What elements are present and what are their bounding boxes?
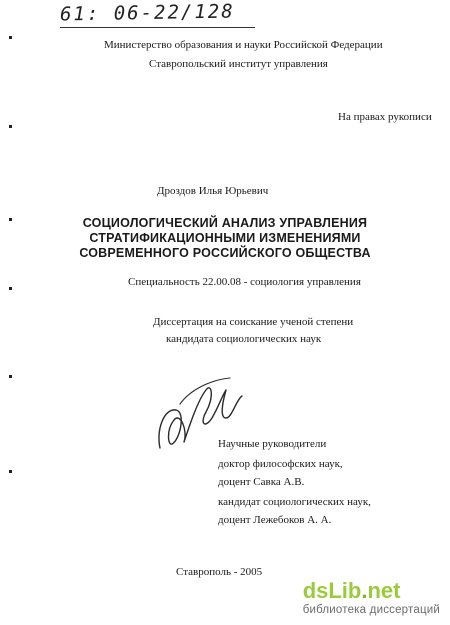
- rights-note: На правах рукописи: [338, 111, 432, 123]
- scan-mark: [9, 470, 12, 473]
- watermark: [303, 578, 440, 616]
- watermark-subtitle: библиотека диссертаций: [302, 604, 440, 616]
- degree-line-2: кандидата социологических наук: [166, 333, 322, 345]
- supervisor-line: доцент Савка А.В.: [218, 476, 305, 488]
- dissertation-title: [0, 216, 450, 261]
- specialty: Специальность 22.00.08 - социология управления: [128, 276, 361, 288]
- supervisors-heading: Научные руководители: [218, 438, 327, 450]
- supervisor-line: кандидат социологических наук,: [218, 496, 371, 508]
- title-line: СОВРЕМЕННОГО РОССИЙСКОГО ОБЩЕСТВА: [79, 246, 371, 260]
- degree-line-1: Диссертация на соискание ученой степени: [153, 316, 354, 328]
- title-line: СТРАТИФИКАЦИОННЫМИ ИЗМЕНЕНИЯМИ: [89, 231, 361, 245]
- supervisor-line: доктор философских наук,: [218, 458, 343, 470]
- scan-mark: [9, 125, 12, 128]
- scan-mark: [9, 36, 12, 39]
- stamp-underline: [60, 27, 255, 28]
- supervisor-line: доцент Лежебоков А. А.: [218, 514, 332, 526]
- ministry-name: Министерство образования и науки Российской Федерации: [104, 39, 383, 51]
- institute-name: Ставропольский институт управления: [149, 58, 328, 70]
- place-year: Ставрополь - 2005: [176, 566, 263, 578]
- watermark-logo: dsLib.net: [302, 578, 401, 603]
- author-name: Дроздов Илья Юрьевич: [157, 185, 269, 197]
- scan-mark: [9, 375, 12, 378]
- title-line: СОЦИОЛОГИЧЕСКИЙ АНАЛИЗ УПРАВЛЕНИЯ: [82, 216, 368, 230]
- catalog-stamp: 61: 06-22/128: [59, 0, 235, 26]
- scan-mark: [9, 287, 12, 290]
